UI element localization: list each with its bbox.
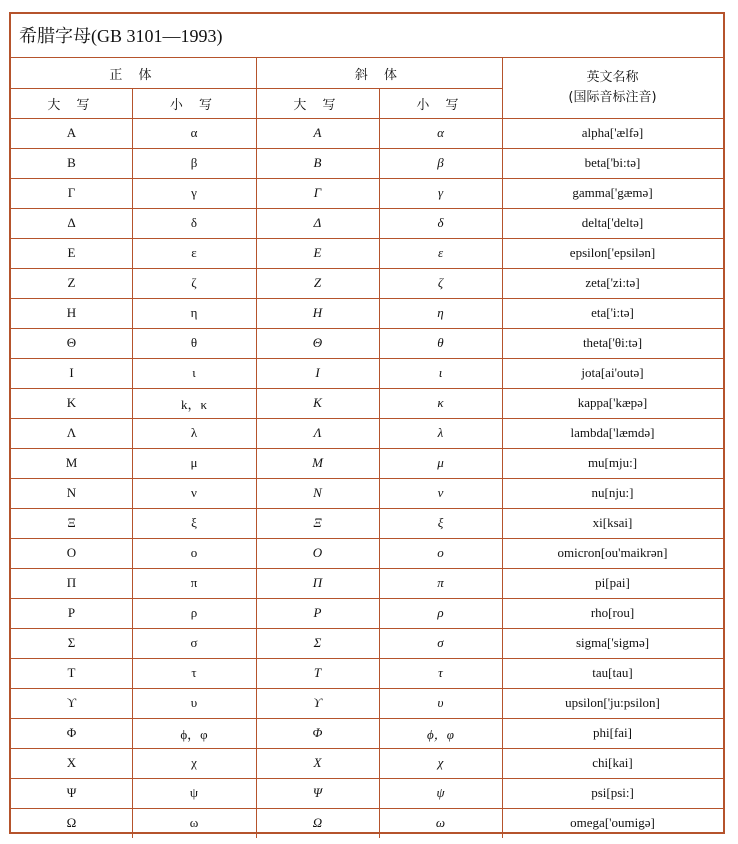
- cell-italic-upper: Β: [313, 155, 322, 170]
- row-divider: [11, 628, 723, 629]
- cell-upright-upper: Ο: [66, 545, 77, 560]
- cell-upright-upper: Ν: [66, 485, 77, 500]
- row-divider: [11, 328, 723, 329]
- column-divider: [132, 88, 133, 838]
- cell-upright-lower: ε: [191, 245, 197, 260]
- cell-english-name: alpha['ælfə]: [581, 125, 644, 140]
- cell-upright-lower: ω: [189, 815, 199, 830]
- cell-italic-lower: β: [437, 155, 444, 170]
- cell-upright-lower: ξ: [191, 515, 197, 530]
- cell-upright-upper: Θ: [66, 335, 77, 350]
- row-divider: [11, 238, 723, 239]
- row-divider: [11, 178, 723, 179]
- table-grid: [11, 58, 723, 834]
- cell-italic-upper: Σ: [313, 635, 322, 650]
- row-divider: [11, 148, 723, 149]
- cell-english-name: pi[pai]: [595, 575, 630, 590]
- cell-upright-lower: δ: [190, 215, 198, 230]
- cell-english-name: tau[tau]: [592, 665, 633, 680]
- cell-italic-lower: μ: [437, 455, 444, 470]
- cell-italic-lower: σ: [437, 635, 444, 650]
- row-divider: [11, 598, 723, 599]
- header-english-name: [502, 58, 723, 118]
- cell-upright-lower: ϕ，φ: [180, 726, 208, 742]
- cell-italic-lower: ζ: [437, 275, 444, 290]
- cell-english-name: nu[nju:]: [591, 485, 634, 500]
- cell-italic-upper: Ο: [312, 545, 323, 560]
- column-divider: [256, 58, 257, 838]
- cell-upright-upper: Κ: [66, 395, 77, 410]
- cell-italic-upper: Π: [312, 575, 323, 590]
- header-english-name-line1: 英文名称: [586, 70, 639, 85]
- cell-upright-upper: Χ: [66, 755, 77, 770]
- cell-italic-upper: Ξ: [313, 515, 322, 530]
- column-divider: [502, 58, 503, 838]
- row-divider: [11, 688, 723, 689]
- cell-italic-upper: Ε: [313, 245, 322, 260]
- row-divider: [11, 778, 723, 779]
- row-divider: [11, 208, 723, 209]
- cell-upright-lower: μ: [190, 455, 198, 470]
- cell-upright-lower: ψ: [189, 785, 199, 800]
- cell-italic-lower: π: [437, 575, 444, 590]
- cell-italic-upper: Ρ: [313, 605, 322, 620]
- cell-english-name: epsilon['epsilən]: [569, 245, 656, 260]
- cell-italic-lower: ω: [435, 815, 446, 830]
- cell-italic-upper: Ψ: [312, 785, 323, 800]
- cell-upright-upper: Φ: [66, 725, 77, 740]
- cell-italic-lower: ψ: [436, 785, 445, 800]
- header-upright-upper: 大 写: [47, 97, 96, 113]
- cell-english-name: kappa['kæpə]: [577, 395, 648, 410]
- cell-upright-lower: η: [190, 305, 198, 320]
- cell-upright-lower: σ: [190, 635, 198, 650]
- cell-upright-upper: Ρ: [67, 605, 76, 620]
- cell-upright-lower: β: [190, 155, 198, 170]
- cell-english-name: lambda['læmdə]: [570, 425, 655, 440]
- row-divider: [11, 388, 723, 389]
- cell-italic-lower: θ: [437, 335, 444, 350]
- header-italic-lower: 小 写: [416, 97, 465, 113]
- cell-italic-upper: Γ: [313, 185, 322, 200]
- cell-upright-lower: λ: [190, 425, 198, 440]
- cell-english-name: chi[kai]: [592, 755, 633, 770]
- row-divider: [11, 568, 723, 569]
- cell-upright-lower: ν: [191, 485, 197, 500]
- cell-upright-lower: ι: [192, 365, 196, 380]
- row-divider: [11, 538, 723, 539]
- header-english-name-line2: (国际音标注音): [568, 90, 657, 105]
- cell-italic-lower: ν: [437, 485, 444, 500]
- cell-italic-upper: Λ: [313, 425, 322, 440]
- cell-italic-lower: η: [437, 305, 444, 320]
- cell-upright-upper: Ψ: [66, 785, 77, 800]
- cell-italic-lower: κ: [437, 395, 444, 410]
- cell-italic-upper: Κ: [313, 395, 322, 410]
- cell-italic-lower: λ: [437, 425, 444, 440]
- cell-italic-upper: Χ: [313, 755, 322, 770]
- cell-italic-lower: χ: [437, 755, 444, 770]
- row-divider: [11, 808, 723, 809]
- cell-upright-lower: τ: [191, 665, 197, 680]
- cell-english-name: mu[mju:]: [587, 455, 638, 470]
- cell-upright-lower: π: [190, 575, 198, 590]
- row-divider: [11, 358, 723, 359]
- header-italic: 斜 体: [354, 67, 404, 83]
- cell-italic-upper: Δ: [313, 215, 322, 230]
- cell-italic-upper: Ν: [313, 485, 322, 500]
- cell-italic-lower: ϕ，φ: [427, 726, 454, 742]
- cell-italic-lower: υ: [437, 695, 444, 710]
- cell-italic-lower: ρ: [437, 605, 444, 620]
- row-divider: [11, 658, 723, 659]
- cell-upright-upper: Μ: [65, 455, 78, 470]
- cell-upright-upper: Τ: [67, 665, 76, 680]
- cell-upright-upper: Α: [66, 125, 77, 140]
- cell-italic-upper: Θ: [312, 335, 323, 350]
- greek-alphabet-table: [9, 12, 725, 834]
- row-divider: [11, 448, 723, 449]
- cell-upright-upper: Λ: [66, 425, 77, 440]
- cell-upright-lower: α: [190, 125, 198, 140]
- cell-english-name: upsilon['ju:psilon]: [565, 695, 660, 710]
- cell-english-name: jota[ai'outə]: [581, 365, 644, 380]
- cell-italic-lower: τ: [438, 665, 443, 680]
- table-title: [11, 14, 723, 58]
- cell-upright-lower: k，κ: [180, 396, 208, 412]
- cell-upright-lower: ο: [190, 545, 198, 560]
- cell-english-name: delta['deltə]: [581, 215, 644, 230]
- cell-italic-lower: ι: [438, 365, 443, 380]
- row-divider: [11, 298, 723, 299]
- cell-upright-lower: χ: [191, 755, 197, 770]
- cell-english-name: sigma['sigmə]: [575, 635, 650, 650]
- row-divider: [11, 748, 723, 749]
- row-divider: [11, 118, 723, 119]
- cell-italic-upper: Φ: [312, 725, 323, 740]
- title-chinese: 希腊字母: [19, 26, 91, 47]
- cell-upright-upper: Η: [66, 305, 77, 320]
- cell-upright-lower: ρ: [190, 605, 198, 620]
- cell-english-name: theta['θi:tə]: [582, 335, 643, 350]
- cell-english-name: xi[ksai]: [592, 515, 633, 530]
- cell-upright-upper: Ι: [69, 365, 74, 380]
- row-divider: [11, 718, 723, 719]
- cell-upright-lower: θ: [190, 335, 198, 350]
- cell-upright-lower: υ: [190, 695, 198, 710]
- cell-english-name: zeta['zi:tə]: [585, 275, 640, 290]
- cell-italic-upper: ϒ: [313, 695, 322, 710]
- cell-upright-upper: Π: [66, 575, 77, 590]
- row-divider: [11, 268, 723, 269]
- cell-italic-lower: α: [437, 125, 444, 140]
- row-divider: [11, 418, 723, 419]
- cell-italic-lower: ξ: [437, 515, 444, 530]
- cell-upright-upper: Ω: [66, 815, 77, 830]
- cell-upright-upper: Ξ: [67, 515, 76, 530]
- cell-italic-lower: ο: [437, 545, 444, 560]
- cell-upright-upper: Ε: [67, 245, 76, 260]
- cell-italic-upper: Τ: [313, 665, 322, 680]
- header-italic-upper: 大 写: [293, 97, 342, 113]
- cell-italic-lower: γ: [437, 185, 444, 200]
- cell-upright-upper: Β: [67, 155, 76, 170]
- cell-italic-upper: Α: [313, 125, 322, 140]
- cell-italic-lower: ε: [437, 245, 444, 260]
- column-divider: [379, 88, 380, 838]
- cell-upright-upper: Ζ: [67, 275, 76, 290]
- cell-upright-upper: Γ: [67, 185, 76, 200]
- cell-english-name: gamma['gæmə]: [572, 185, 653, 200]
- cell-upright-upper: Δ: [67, 215, 76, 230]
- cell-upright-lower: ζ: [191, 275, 197, 290]
- header-upright: 正 体: [109, 67, 158, 83]
- row-divider: [11, 478, 723, 479]
- row-divider: [11, 508, 723, 509]
- cell-english-name: beta['bi:tə]: [584, 155, 641, 170]
- cell-italic-upper: Η: [312, 305, 323, 320]
- cell-english-name: rho[rou]: [590, 605, 635, 620]
- cell-italic-upper: Ι: [315, 365, 320, 380]
- cell-english-name: eta['i:tə]: [591, 305, 634, 320]
- cell-upright-lower: γ: [191, 185, 197, 200]
- cell-english-name: psi[psi:]: [591, 785, 634, 800]
- title-standard-code: (GB 3101—1993): [91, 26, 223, 46]
- cell-english-name: phi[fai]: [593, 725, 632, 740]
- cell-english-name: omicron[ou'maikrən]: [557, 545, 668, 560]
- cell-italic-upper: Ζ: [313, 275, 322, 290]
- cell-english-name: omega['oumigə]: [570, 815, 655, 830]
- cell-italic-upper: Μ: [312, 455, 323, 470]
- header-upright-lower: 小 写: [169, 97, 219, 113]
- cell-upright-upper: ϒ: [66, 695, 77, 710]
- cell-italic-upper: Ω: [312, 815, 323, 830]
- cell-upright-upper: Σ: [67, 635, 76, 650]
- cell-italic-lower: δ: [437, 215, 444, 230]
